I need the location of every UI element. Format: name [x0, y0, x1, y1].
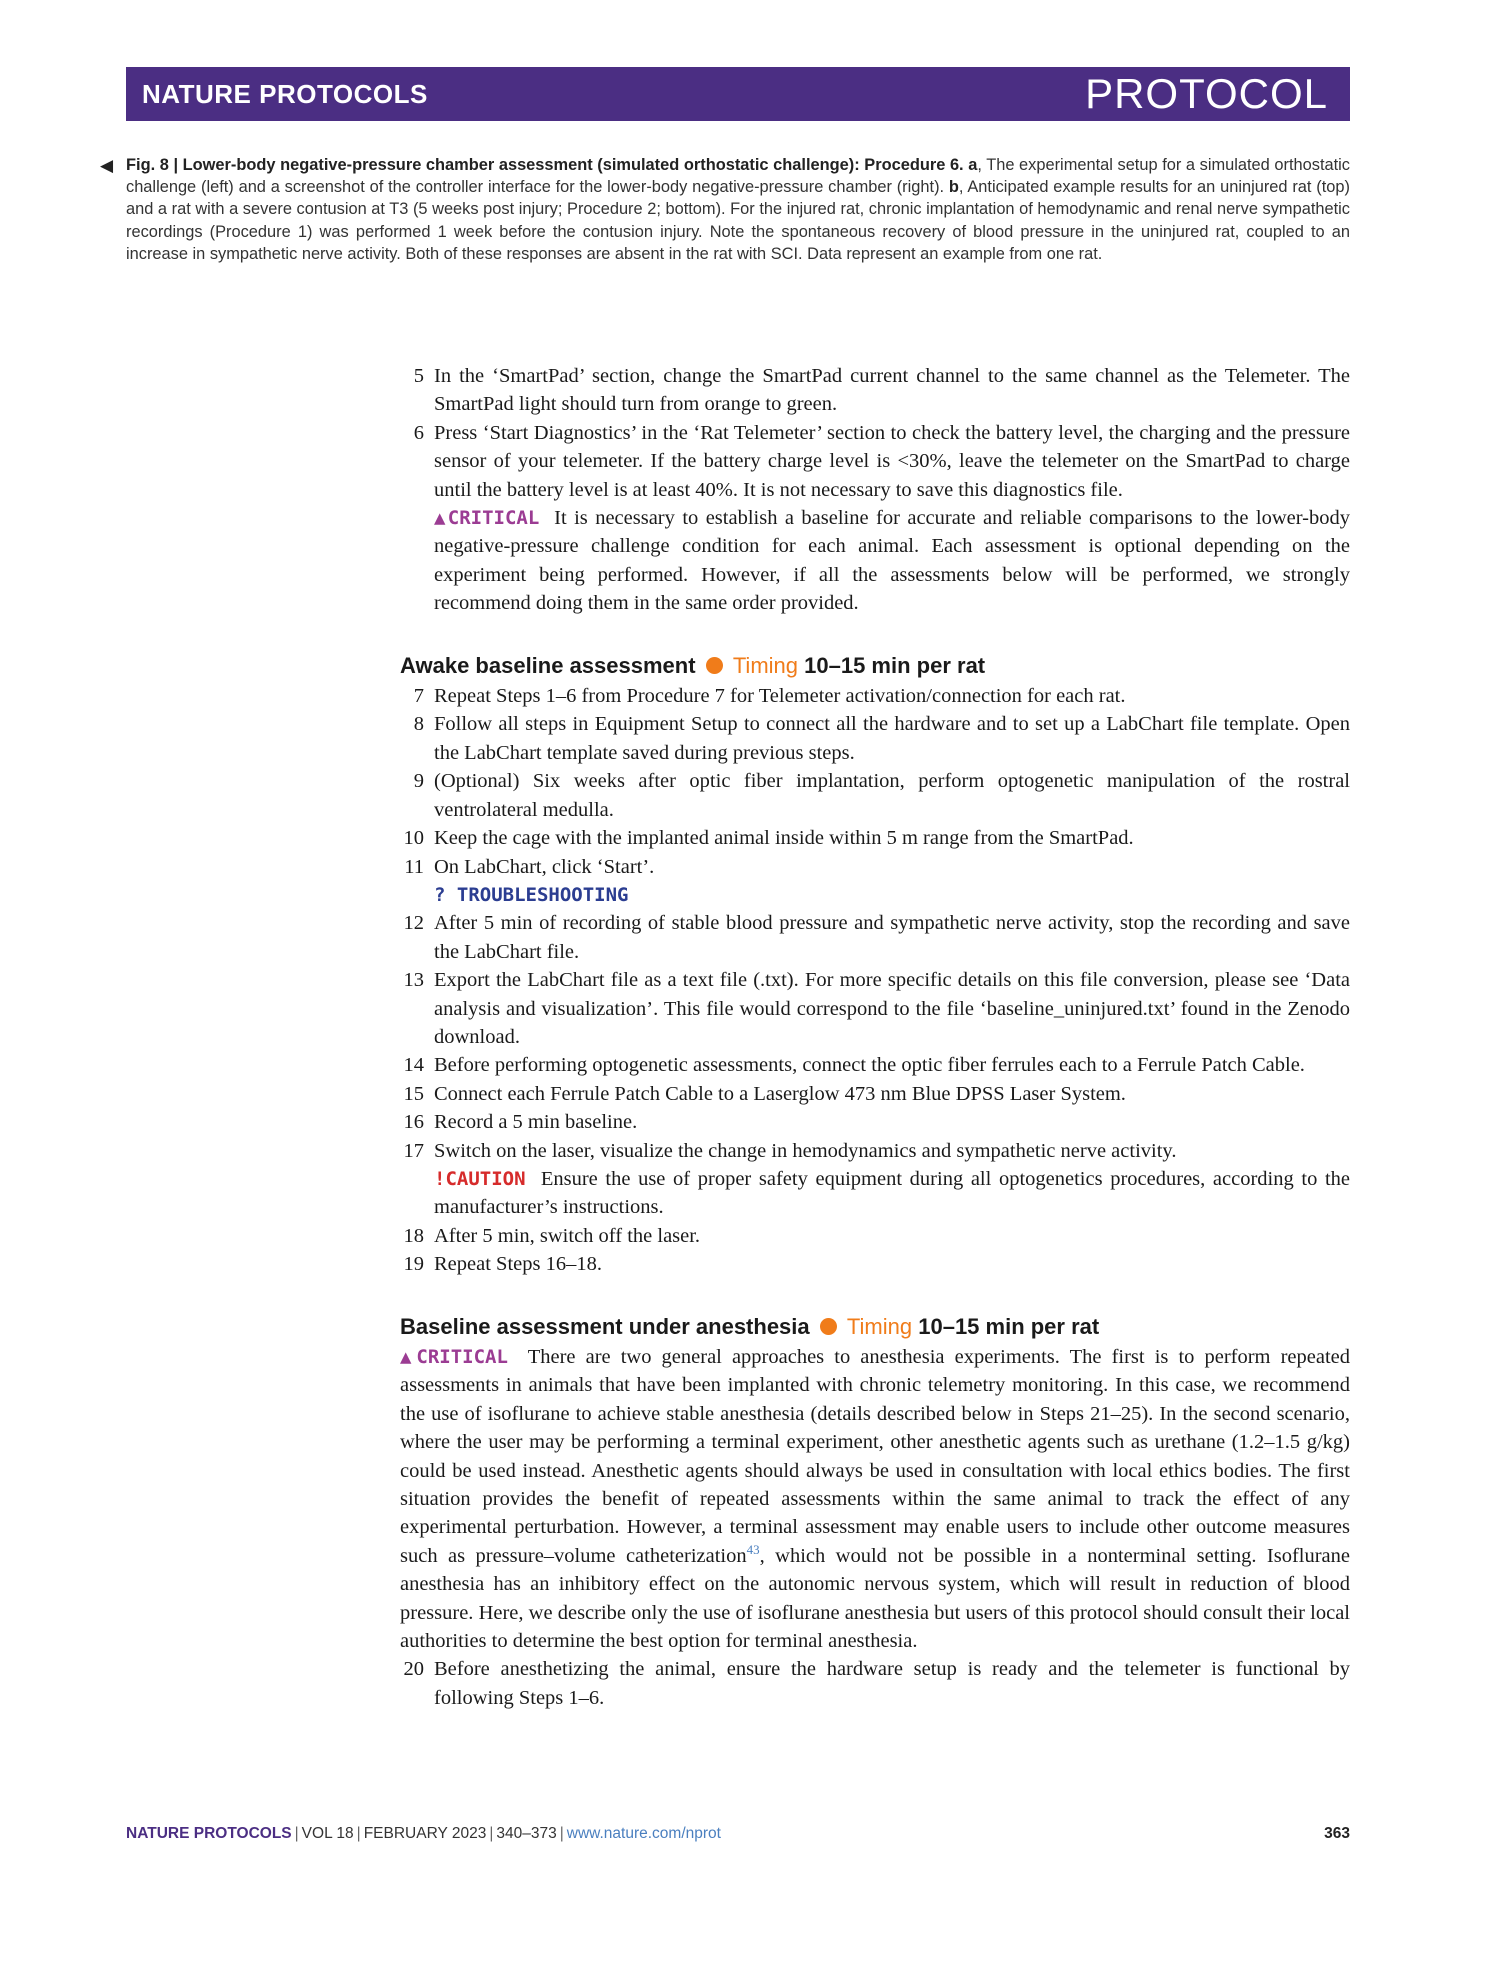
step-number: 10 [403, 827, 424, 850]
reference-link[interactable]: 43 [746, 1542, 760, 1558]
footer-url-link[interactable]: www.nature.com/nprot [566, 1825, 721, 1842]
step-text: On LabChart, click ‘Start’. [434, 855, 655, 878]
step-item [400, 966, 1350, 1051]
caution-note [400, 1165, 1350, 1222]
footer-journal: NATURE PROTOCOLS [126, 1825, 292, 1842]
step-number: 7 [413, 685, 424, 708]
step-text: Follow all steps in Equipment Setup to connect all the hardware and to set up a LabChart file template. Open the LabChart template saved during previous steps. [434, 713, 1350, 764]
step-text: Before anesthetizing the animal, ensure the hardware setup is ready and the telemeter is functional by following Steps 1–6. [434, 1658, 1350, 1709]
step-text: Keep the cage with the implanted animal inside within 5 m range from the SmartPad. [434, 827, 1134, 850]
step-text: Switch on the laser, visualize the change in hemodynamics and sympathetic nerve activity. [434, 1139, 1177, 1162]
step-item [400, 853, 1350, 881]
step-text: Connect each Ferrule Patch Cable to a Laserglow 473 nm Blue DPSS Laser System. [434, 1082, 1126, 1105]
critical-text-part2: , which would not be possible in a nonterminal setting. Isoflurane anesthesia has an inhibitory effect on the autonomic nervous system, which will result in reduction of blood pressure. Here, we describe only the use of isoflurane anesthesia but users of this protocol should consult their local authorities to determine the best option for terminal anesthesia. [400, 1544, 1350, 1653]
article-type: PROTOCOL [1085, 70, 1328, 117]
critical-label: ▲CRITICAL [434, 507, 540, 530]
timing-dot-icon [820, 1318, 837, 1335]
step-text: In the ‘SmartPad’ section, change the SmartPad current channel to the same channel as the Telemeter. The SmartPad light should turn from orange to green. [434, 365, 1350, 416]
critical-paragraph [400, 1343, 1350, 1655]
step-text: Export the LabChart file as a text file (.txt). For more specific details on this file conversion, please see ‘Data analysis and visualization’. This file would correspond to the file ‘baseline_uninjured.txt’ found in the Zenodo download. [434, 969, 1350, 1048]
footer-volume: VOL 18 [301, 1825, 354, 1842]
timing-dot-icon [706, 657, 723, 674]
step-text: Before performing optogenetic assessments, connect the optic fiber ferrules each to a Ferrule Patch Cable. [434, 1054, 1305, 1077]
critical-note-text: It is necessary to establish a baseline for accurate and reliable comparisons to the lower-body negative-pressure challenge condition for each animal. Each assessment is optional depending on the experiment being performed. However, if all the assessments below will be performed, we strongly recommend doing them in the same order provided. [434, 507, 1350, 615]
page-footer: NATURE PROTOCOLS | VOL 18 | FEBRUARY 2023 | 340–373 | www.nature.com/nprot 363 [126, 1825, 1350, 1842]
step-item [400, 767, 1350, 824]
critical-label: ▲CRITICAL [400, 1346, 508, 1368]
step-text: Press ‘Start Diagnostics’ in the ‘Rat Telemeter’ section to check the battery level, the charging and the pressure sensor of your telemeter. If the battery charge level is <30%, leave the telemeter on the SmartPad to charge until the battery level is at least 40%. It is not necessary to save this diagnostics file. [434, 421, 1350, 501]
section-heading-anesthesia [400, 1313, 1350, 1341]
step-number: 16 [403, 1111, 424, 1134]
step-item [400, 362, 1350, 419]
step-number: 6 [413, 421, 424, 444]
step-text: Repeat Steps 16–18. [434, 1253, 602, 1276]
footer-date: FEBRUARY 2023 [363, 1825, 487, 1842]
step-number: 11 [404, 855, 424, 878]
caution-note-text: Ensure the use of proper safety equipment during all optogenetics procedures, according to the manufacturer’s instructions. [434, 1167, 1351, 1219]
section-title: Baseline assessment under anesthesia [400, 1313, 810, 1339]
timing-label: Timing [732, 652, 799, 678]
step-item [400, 1051, 1350, 1079]
panel-label-a: a [968, 156, 978, 174]
step-number: 12 [403, 912, 424, 935]
step-number: 9 [413, 770, 424, 793]
step-item [400, 419, 1350, 504]
caution-label: !CAUTION [434, 1167, 526, 1190]
panel-a-text: , The experimental setup for a simulated orthostatic challenge (left) and a screenshot of the controller interface for the lower-body negative-pressure chamber (right). [126, 156, 1351, 197]
step-text: (Optional) Six weeks after optic fiber implantation, perform optogenetic manipulation of the rostral ventrolateral medulla. [434, 770, 1350, 821]
step-text: After 5 min of recording of stable blood pressure and sympathetic nerve activity, stop the recording and save the LabChart file. [434, 912, 1350, 963]
figure-caption [100, 154, 1351, 265]
panel-label-b: b [948, 178, 959, 197]
critical-text-part1: There are two general approaches to anesthesia experiments. The first is to perform repeated assessments in animals that have been implanted with chronic telemetry monitoring. In this case, we recommend the use of isoflurane to achieve stable anesthesia (details described below in Steps 21–25). In the second scenario, where the user may be performing a terminal experiment, other anesthetic agents such as urethane (1.2–1.5 g/kg) could be used instead. Anesthetic agents should always be used in consultation with local ethics bodies. The first situation provides the benefit of repeated assessments within the same animal to track the effect of any experimental perturbation. However, a terminal assessment may enable users to include other outcome measures such as pressure–volume catheterization [400, 1346, 1351, 1567]
step-item [400, 1655, 1350, 1712]
page-number: 363 [1324, 1825, 1350, 1842]
step-number: 19 [403, 1253, 424, 1276]
journal-name: NATURE PROTOCOLS [142, 79, 428, 109]
step-item [400, 1250, 1350, 1278]
timing-duration: 10–15 min per rat [804, 652, 986, 678]
step-item [400, 1222, 1350, 1250]
section-title: Awake baseline assessment [400, 652, 696, 678]
step-text: Repeat Steps 1–6 from Procedure 7 for Telemeter activation/connection for each rat. [434, 685, 1126, 708]
main-text-column [400, 362, 1350, 1712]
step-text: After 5 min, switch off the laser. [434, 1224, 701, 1247]
step-number: 14 [403, 1054, 424, 1077]
step-text: Record a 5 min baseline. [434, 1111, 638, 1134]
step-item [400, 909, 1350, 966]
step-number: 17 [403, 1139, 424, 1162]
step-item [400, 1137, 1350, 1165]
step-item [400, 710, 1350, 767]
timing-label: Timing [846, 1313, 913, 1339]
critical-note [400, 504, 1350, 618]
step-item [400, 1080, 1350, 1108]
troubleshooting-note [400, 881, 1350, 909]
panel-b-text: , Anticipated example results for an uninjured rat (top) and a rat with a severe contusion at T3 (5 weeks post injury; Procedure 2; bottom). For the injured rat, chronic implantation of hemodynamic and renal nerve sympathetic recordings (Procedure 1) was performed 1 week before the contusion injury. Note the spontaneous recovery of blood pressure in the uninjured rat, coupled to an increase in sympathetic nerve activity. Both of these responses are absent in the rat with SCI. Data represent an example from one rat. [126, 178, 1350, 263]
step-number: 8 [413, 713, 424, 736]
journal-header-bar [126, 67, 1350, 121]
figure-title: Fig. 8 | Lower-body negative-pressure chamber assessment (simulated orthostatic challenge): Procedure 6. [126, 156, 964, 174]
step-item [400, 1108, 1350, 1136]
footer-pages: 340–373 [496, 1825, 557, 1842]
step-number: 5 [413, 365, 424, 387]
step-number: 18 [403, 1224, 424, 1247]
section-heading-awake [400, 652, 1350, 680]
step-item [400, 682, 1350, 710]
troubleshooting-link[interactable]: ? TROUBLESHOOTING [434, 883, 629, 906]
step-number: 15 [403, 1082, 424, 1105]
timing-duration: 10–15 min per rat [918, 1313, 1100, 1339]
step-number: 13 [403, 969, 424, 992]
step-number: 20 [403, 1658, 424, 1681]
step-item [400, 824, 1350, 852]
left-arrow-icon[interactable]: ◀ [100, 156, 114, 175]
